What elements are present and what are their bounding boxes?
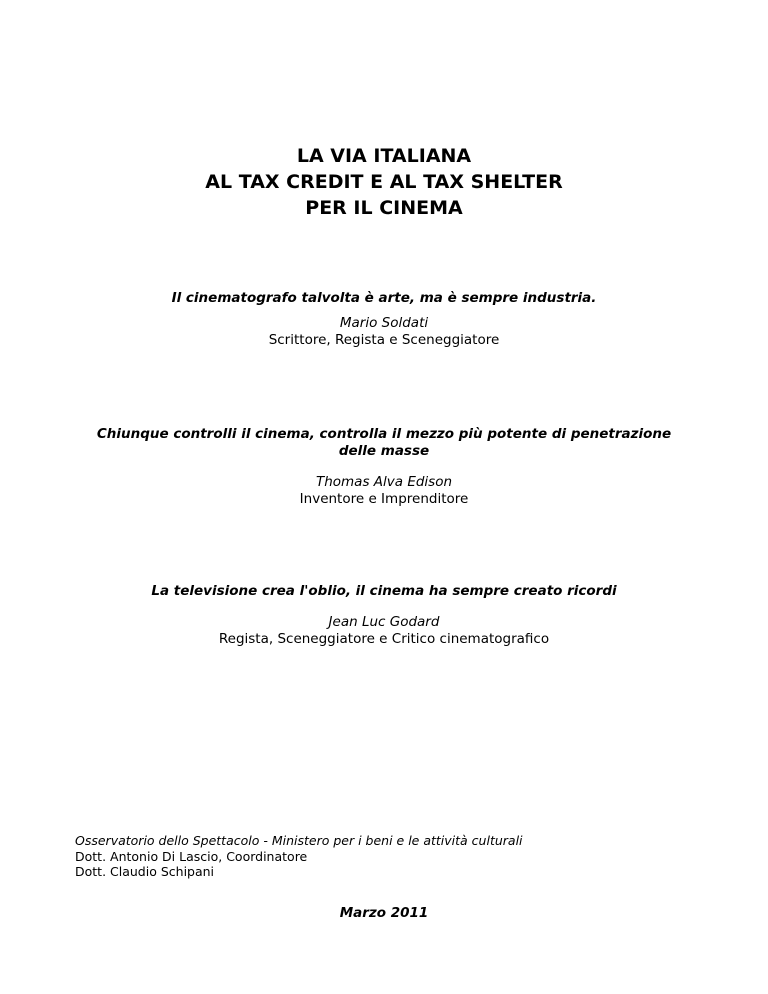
quote-author-role: Scrittore, Regista e Sceneggiatore (268, 332, 500, 348)
quote-block-godard (60, 583, 708, 648)
quote-author-role: Regista, Sceneggiatore e Critico cinematografico (218, 631, 550, 647)
document-date: Marzo 2011 (339, 905, 429, 921)
title-line-1: LA VIA ITALIANA (296, 145, 472, 167)
quote-author: Thomas Alva Edison (315, 474, 453, 490)
quote-author: Mario Soldati (339, 315, 429, 331)
title-line-3: PER IL CINEMA (305, 197, 463, 219)
quote-text: Il cinematografo talvolta è arte, ma è sempre industria. (171, 290, 597, 306)
quote-block-soldati (60, 290, 708, 349)
quote-text: La televisione crea l'oblio, il cinema ha sempre creato ricordi (151, 583, 617, 599)
footer-organization: Osservatorio dello Spettacolo - Ministero per i beni e le attività culturali (75, 833, 523, 848)
quote-text-line-1: Chiunque controlli il cinema, controlla il mezzo più potente di penetrazione (96, 426, 672, 442)
title-line-2: AL TAX CREDIT E AL TAX SHELTER (205, 171, 563, 193)
quote-author: Jean Luc Godard (328, 614, 440, 630)
footer-person-1: Dott. Antonio Di Lascio, Coordinatore (75, 848, 308, 864)
quote-text-line-2: delle masse (338, 443, 430, 459)
footer-person-2: Dott. Claudio Schipani (75, 864, 215, 879)
quote-block-edison (60, 426, 708, 508)
document-title (0, 143, 768, 221)
document-footer (75, 833, 715, 880)
quote-author-role: Inventore e Imprenditore (299, 491, 469, 507)
